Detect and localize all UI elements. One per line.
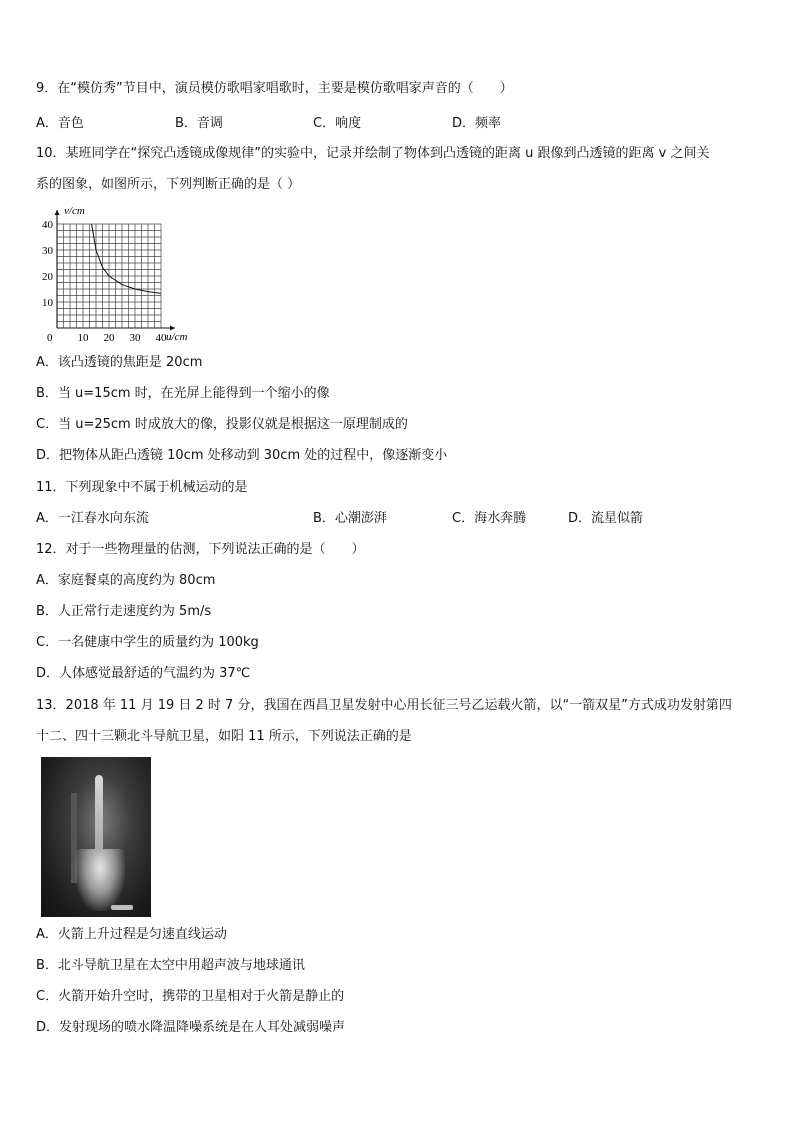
q10-option-c: C．当 u=25cm 时成放大的像，投影仪就是根据这一原理制成的 [36,417,408,432]
q9-option-d: D．频率 [452,116,502,131]
y-axis-label: v/cm [64,205,85,217]
exhaust-smoke [75,849,125,911]
q13-option-d: D．发射现场的喷水降温降噪系统是在人耳处减弱噪声 [36,1020,346,1035]
q10-stem-line2: 系的图象，如图所示，下列判断正确的是（ ） [36,177,301,192]
q10-option-d: D．把物体从距凸透镜 10cm 处移动到 30cm 处的过程中，像逐渐变小 [36,448,448,463]
q11-stem: 11．下列现象中不属于机械运动的是 [36,480,248,495]
q13-option-a: A．火箭上升过程是匀速直线运动 [36,927,227,942]
y-tick-label: 20 [42,271,53,283]
q10-option-b: B．当 u=15cm 时，在光屏上能得到一个缩小的像 [36,386,330,401]
q10-stem-line1: 10．某班同学在“探究凸透镜成像规律”的实验中，记录并绘制了物体到凸透镜的距离 u 跟像到凸透镜的距离 v 之间关 [36,146,710,161]
y-tick-label: 40 [42,219,53,231]
q13-option-c: C．火箭开始升空时，携带的卫星相对于火箭是静止的 [36,989,345,1004]
x-axis-arrow [170,326,175,331]
q11-option-c: C．海水奔腾 [452,511,527,526]
q12-stem: 12．对于一些物理量的估测，下列说法正确的是（ ） [36,542,365,557]
q9-option-b: B．音调 [175,116,223,131]
q9-stem: 9．在“模仿秀”节目中，演员模仿歌唱家唱歌时，主要是模仿歌唱家声音的（ ） [36,81,513,96]
q11-option-a: A．一江春水向东流 [36,511,149,526]
x-tick-label: 20 [103,332,115,344]
x-axis-label: u/cm [166,331,188,343]
v-u-curve [92,224,161,293]
q12-option-d: D．人体感觉最舒适的气温约为 37℃ [36,666,251,681]
uv-graph [30,200,210,350]
q11-option-b: B．心潮澎湃 [313,511,387,526]
photo-watermark [111,905,133,910]
q12-option-c: C．一名健康中学生的质量约为 100kg [36,635,259,650]
origin-label: 0 [47,332,53,344]
q11-option-d: D．流星似箭 [568,511,644,526]
x-tick-label: 10 [77,332,89,344]
q12-option-a: A．家庭餐桌的高度约为 80cm [36,573,216,588]
q13-stem-line2: 十二、四十三颗北斗导航卫星，如阳 11 所示，下列说法正确的是 [36,729,412,744]
q13-stem-line1: 13．2018 年 11 月 19 日 2 时 7 分，我国在西昌卫星发射中心用长征三号乙运载火箭，以“一箭双星”方式成功发射第四 [36,698,732,713]
rocket-shape [95,775,103,853]
rocket-launch-photo [41,757,151,917]
q12-option-b: B．人正常行走速度约为 5m/s [36,604,212,619]
y-axis-arrow [55,210,60,215]
q10-option-a: A．该凸透镜的焦距是 20cm [36,355,203,370]
x-tick-label: 30 [129,332,141,344]
y-tick-label: 30 [42,245,53,257]
y-tick-label: 10 [42,297,53,309]
q9-option-c: C．响度 [313,116,362,131]
q13-option-b: B．北斗导航卫星在太空中用超声波与地球通讯 [36,958,305,973]
q9-option-a: A．音色 [36,116,84,131]
x-tick-label: 40 [155,332,167,344]
